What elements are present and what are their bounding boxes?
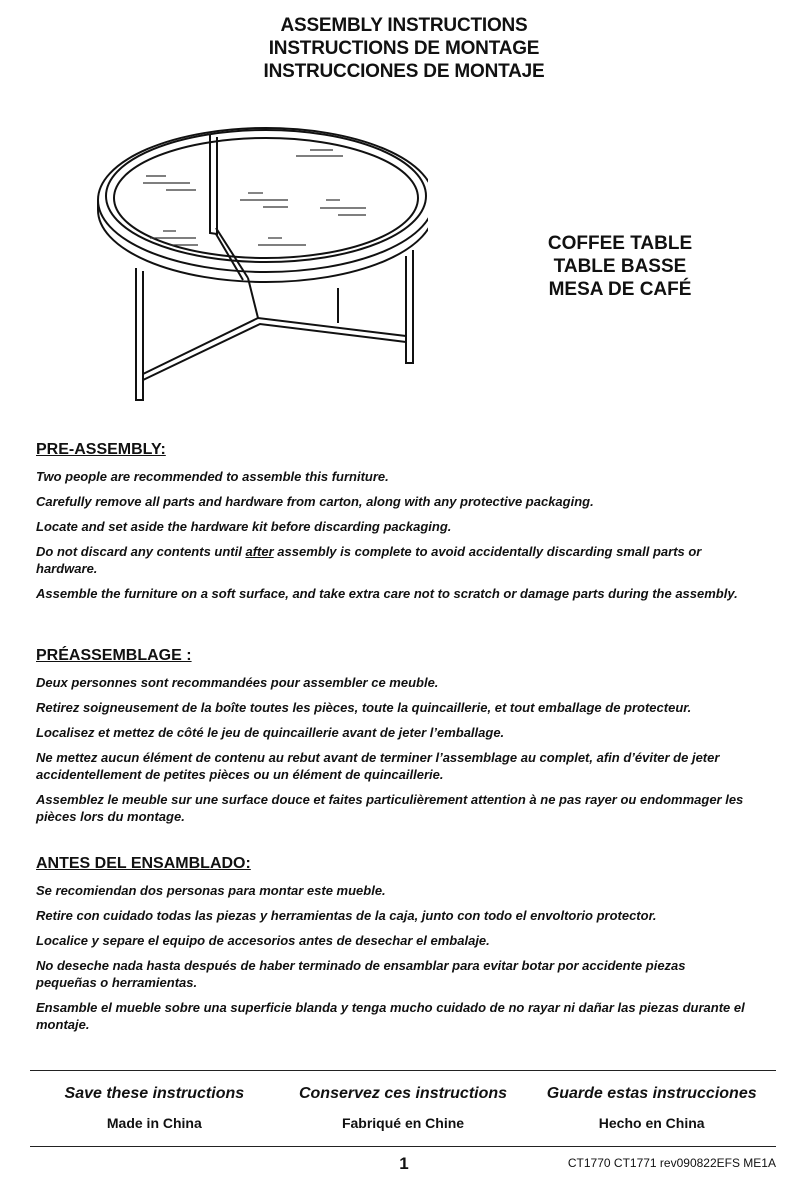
instruction-item: Ensamble el mueble sobre una superficie blanda y tenga mucho cuidado de no rayar ni dañar las piezas durante el montaje. bbox=[36, 1000, 745, 1032]
instruction-item: Retire con cuidado todas las piezas y herramientas de la caja, junto con todo el envoltorio protector. bbox=[36, 908, 657, 923]
title-french: INSTRUCTIONS DE MONTAGE bbox=[268, 38, 540, 59]
pre-assembly-section-spanish bbox=[36, 854, 746, 1041]
instruction-item: Two people are recommended to assemble this furniture. bbox=[36, 469, 389, 484]
instruction-item: Retirez soigneusement de la boîte toutes les pièces, toute la quincaillerie, et tout emballage de protecteur. bbox=[36, 700, 692, 715]
instruction-item: No deseche nada hasta después de haber terminado de ensamblar para evitar botar por accidente piezas pequeñas o herramientas. bbox=[36, 958, 686, 990]
instruction-item: Deux personnes sont recommandées pour assembler ce meuble. bbox=[36, 675, 439, 690]
footer-column-french bbox=[279, 1084, 528, 1132]
title-spanish: INSTRUCCIONES DE MONTAJE bbox=[263, 61, 545, 82]
instruction-item: Se recomiendan dos personas para montar este mueble. bbox=[36, 883, 386, 898]
page-number: 1 bbox=[399, 1154, 409, 1173]
pre-assembly-section-english bbox=[36, 440, 746, 610]
title-english: ASSEMBLY INSTRUCTIONS bbox=[280, 15, 528, 36]
instruction-item: Localice y separe el equipo de accesorios antes de desechar el embalaje. bbox=[36, 933, 490, 948]
instruction-item bbox=[36, 543, 746, 577]
pre-assembly-section-french bbox=[36, 646, 746, 833]
coffee-table-line-drawing-icon bbox=[88, 118, 428, 408]
made-in-text: Hecho en China bbox=[598, 1115, 705, 1131]
save-instructions-text: Conservez ces instructions bbox=[298, 1085, 508, 1102]
document-reference: CT1770 CT1771 rev090822EFS ME1A bbox=[567, 1156, 776, 1170]
product-name-english: COFFEE TABLE bbox=[547, 233, 693, 254]
instruction-item: Localisez et mettez de côté le jeu de quincaillerie avant de jeter l’emballage. bbox=[36, 725, 505, 740]
section-heading: PRE-ASSEMBLY: bbox=[36, 441, 166, 458]
product-name-spanish: MESA DE CAFÉ bbox=[548, 279, 692, 300]
instruction-item: Assemble the furniture on a soft surface, and take extra care not to scratch or damage parts during the assembly. bbox=[36, 586, 738, 601]
section-heading: PRÉASSEMBLAGE : bbox=[36, 647, 192, 664]
instruction-item: Ne mettez aucun élément de contenu au rebut avant de terminer l’assemblage au complet, afin d’éviter de jeter accidentellement de petites pièces ou un élément de quincaillerie. bbox=[36, 750, 720, 782]
section-heading: ANTES DEL ENSAMBLADO: bbox=[36, 855, 251, 872]
instruction-item: Carefully remove all parts and hardware from carton, along with any protective packaging. bbox=[36, 494, 594, 509]
footer-column-spanish bbox=[527, 1084, 776, 1132]
footer-divider-bottom bbox=[30, 1146, 776, 1147]
save-instructions-text: Guarde estas instrucciones bbox=[546, 1085, 757, 1102]
instruction-text: assembly is complete to avoid accidentally discarding small parts or hardware. bbox=[36, 544, 702, 576]
emphasis-text: after bbox=[245, 544, 274, 559]
instruction-text: Do not discard any contents until bbox=[36, 544, 246, 559]
footer-columns bbox=[30, 1084, 776, 1132]
instruction-item: Locate and set aside the hardware kit before discarding packaging. bbox=[36, 519, 452, 534]
instruction-item: Assemblez le meuble sur une surface douce et faites particulièrement attention à ne pas rayer ou endommager les pièces lors du montage. bbox=[36, 792, 744, 824]
made-in-text: Fabriqué en Chine bbox=[341, 1115, 465, 1131]
product-name-french: TABLE BASSE bbox=[553, 256, 687, 277]
footer-divider-top bbox=[30, 1070, 776, 1071]
footer-column-english bbox=[30, 1084, 279, 1132]
made-in-text: Made in China bbox=[106, 1115, 202, 1131]
document-titles bbox=[0, 14, 808, 83]
product-names bbox=[455, 232, 785, 301]
save-instructions-text: Save these instructions bbox=[64, 1085, 245, 1102]
